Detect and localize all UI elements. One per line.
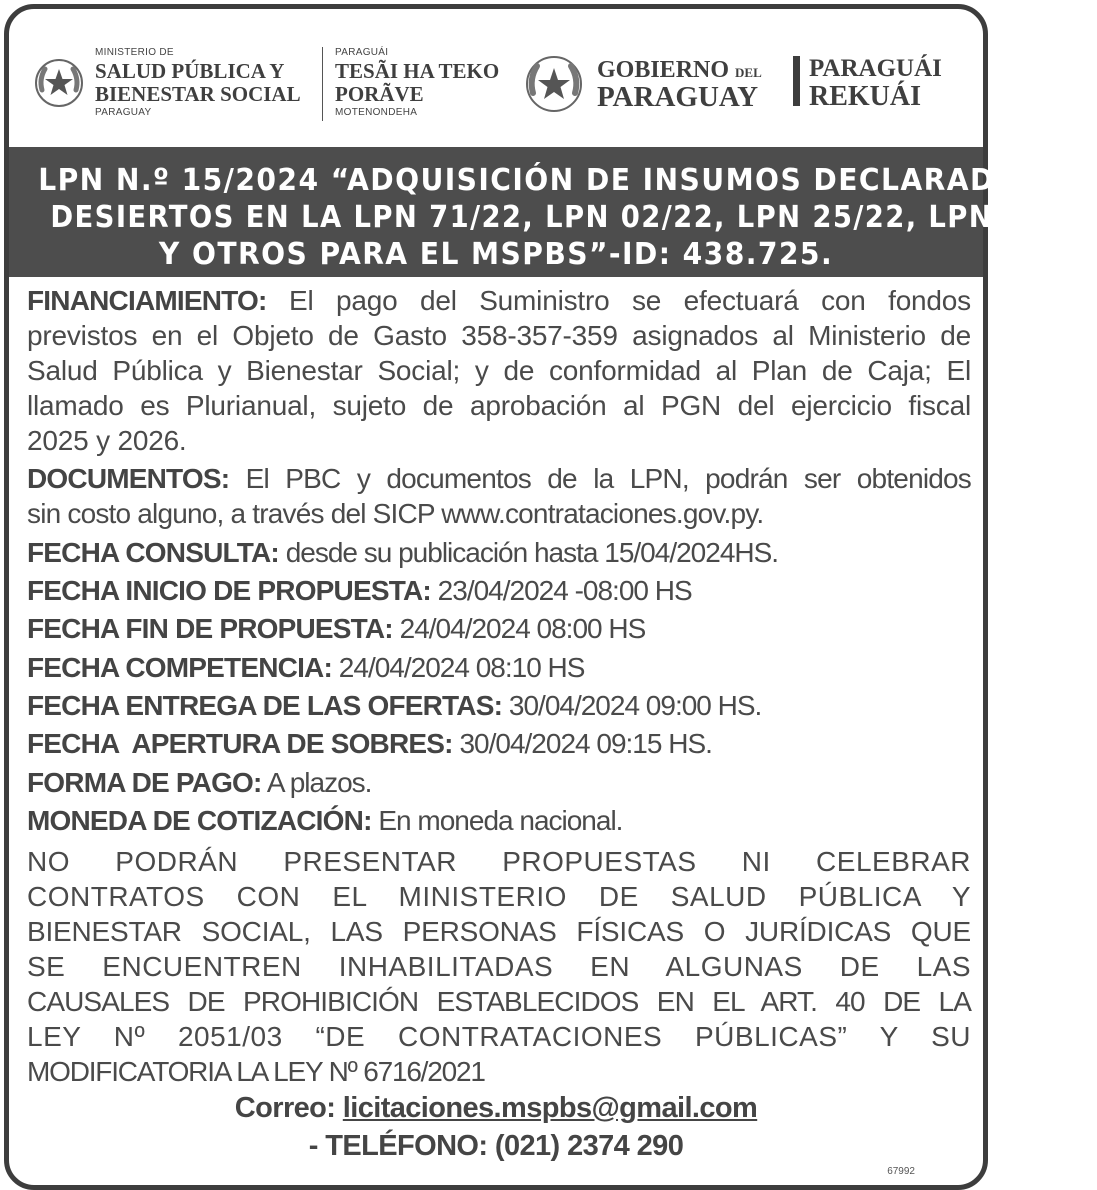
- field-row: [27, 727, 971, 761]
- header-bar-divider: [793, 56, 800, 106]
- financiamiento-label: FINANCIAMIENTO:: [27, 285, 267, 316]
- documentos-label: DOCUMENTOS:: [27, 463, 230, 494]
- notice-line3: BIENESTAR SOCIAL, LAS PERSONAS FÍSICAS O JURÍDICAS QUE: [27, 916, 971, 947]
- gobierno-del: DEL: [735, 65, 762, 80]
- field-value: En moneda nacional.: [378, 805, 623, 836]
- title-line2: DESIERTOS EN LA LPN 71/22, LPN 02/22, LPN 25/22, LPN 16/23: [50, 200, 1097, 235]
- field-value: 30/04/2024 09:15 HS.: [459, 728, 712, 759]
- notice-line2: CONTRATOS CON EL MINISTERIO DE SALUD PÚBLICA Y: [27, 881, 971, 912]
- field-value: 23/04/2024 -08:00 HS: [437, 575, 692, 606]
- field-value: 24/04/2024 08:00 HS: [399, 613, 646, 644]
- field-row: [27, 804, 971, 838]
- field-row: [27, 651, 971, 685]
- header: [9, 9, 983, 147]
- financiamiento-text1: El pago del Suministro se efectuará con fondos: [288, 285, 971, 316]
- rekuai-line1: PARAGUÁI: [809, 55, 942, 82]
- field-row: [27, 766, 971, 800]
- ministry-line2: SALUD PÚBLICA Y: [95, 59, 285, 83]
- documentos-line2: sin costo alguno, a través del SICP www.contrataciones.gov.py.: [27, 498, 764, 529]
- notice-line4: SE ENCUENTREN INHABILITADAS EN ALGUNAS DE LAS: [27, 951, 971, 982]
- financiamiento-line5: 2025 y 2026.: [27, 425, 187, 456]
- field-label: FECHA APERTURA DE SOBRES:: [27, 728, 453, 759]
- notice-line7: MODIFICATORIA LA LEY Nº 6716/2021: [27, 1056, 485, 1087]
- title-line3: Y OTROS PARA EL MSPBS”-ID: 438.725.: [158, 237, 834, 272]
- gobierno-seal-icon: [523, 53, 585, 115]
- financiamiento-line4: llamado es Plurianual, sujeto de aprobación al PGN del ejercicio fiscal: [27, 390, 971, 421]
- field-row: [27, 536, 971, 570]
- field-label: FECHA INICIO DE PROPUESTA:: [27, 575, 431, 606]
- field-label: FECHA COMPETENCIA:: [27, 652, 333, 683]
- field-label: FECHA FIN DE PROPUESTA:: [27, 613, 393, 644]
- tesai-line4: MOTENONDEHA: [335, 107, 418, 118]
- national-seal-icon: [33, 57, 85, 109]
- financiamiento-line2: previstos en el Objeto de Gasto 358-357-359 asignados al Ministerio de: [27, 320, 971, 351]
- gobierno-word1: [597, 57, 762, 84]
- email-label: Correo:: [234, 1092, 336, 1124]
- field-row: [27, 574, 971, 608]
- phone-label: - TELÉFONO:: [308, 1130, 488, 1162]
- notice-frame: [4, 4, 1097, 1190]
- reference-code: 67992: [887, 1166, 915, 1177]
- ministry-line4: PARAGUAY: [95, 107, 152, 118]
- field-value: 24/04/2024 08:10 HS: [338, 652, 585, 683]
- field-label: FORMA DE PAGO:: [27, 767, 262, 798]
- field-value: A plazos.: [266, 767, 372, 798]
- title-band: [9, 147, 1097, 277]
- field-value: 30/04/2024 09:00 HS.: [508, 690, 762, 721]
- title-line1: LPN N.º 15/2024 “ADQUISICIÓN DE INSUMOS DECLARADOS: [38, 163, 1042, 198]
- field-row: [27, 689, 971, 723]
- rekuai-line2: REKUÁI: [809, 81, 922, 112]
- field-row: [27, 612, 971, 646]
- field-value: desde su publicación hasta 15/04/2024HS.: [285, 537, 779, 568]
- header-divider: [322, 47, 323, 121]
- gobierno-text: GOBIERNO: [597, 57, 730, 83]
- documentos-text1: El PBC y documentos de la LPN, podrán ser obtenidos: [245, 463, 972, 494]
- contact-email-line: [9, 1092, 983, 1125]
- phone-number: (021) 2374 290: [494, 1130, 684, 1162]
- notice-line1: NO PODRÁN PRESENTAR PROPUESTAS NI CELEBRAR: [27, 846, 971, 877]
- field-label: MONEDA DE COTIZACIÓN:: [27, 805, 372, 836]
- tesai-line1: PARAGUÁI: [335, 47, 389, 58]
- contact-phone-line: [9, 1130, 983, 1163]
- field-label: FECHA ENTREGA DE LAS OFERTAS:: [27, 690, 503, 721]
- financiamiento-line3: Salud Pública y Bienestar Social; y de conformidad al Plan de Caja; El: [27, 355, 971, 386]
- notice-line5: CAUSALES DE PROHIBICIÓN ESTABLECIDOS EN EL ART. 40 DE LA: [27, 986, 971, 1017]
- email-link[interactable]: licitaciones.mspbs@gmail.com: [342, 1092, 758, 1124]
- financiamiento-line1: [27, 284, 971, 318]
- gobierno-word2: PARAGUAY: [597, 81, 759, 113]
- tesai-line2: TESÃI HA TEKO: [335, 59, 500, 83]
- tesai-line3: PORÃVE: [335, 82, 424, 106]
- field-label: FECHA CONSULTA:: [27, 537, 279, 568]
- notice-line6: LEY Nº 2051/03 “DE CONTRATACIONES PÚBLICAS” Y SU: [27, 1021, 971, 1052]
- ministry-line3: BIENESTAR SOCIAL: [95, 82, 301, 106]
- ministry-line1: MINISTERIO DE: [95, 47, 174, 58]
- documentos-line1: [27, 462, 971, 496]
